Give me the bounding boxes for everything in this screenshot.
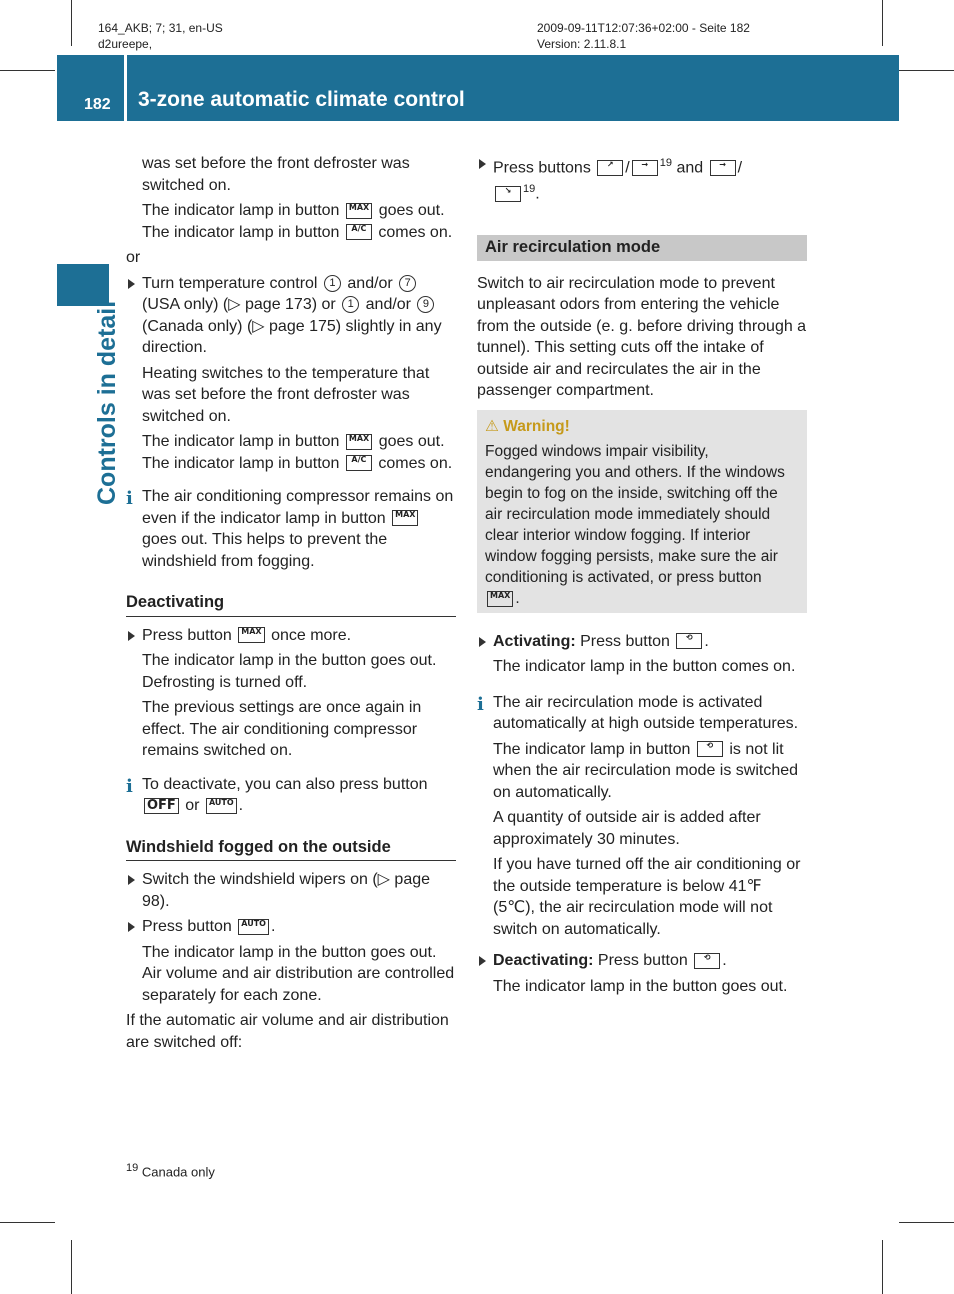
- heading-windshield: Windshield fogged on the outside: [126, 837, 456, 862]
- list-item: [126, 273, 456, 359]
- info-icon: i: [126, 488, 133, 509]
- crop-mark: [0, 1222, 55, 1223]
- footnote-number: 19: [126, 1162, 139, 1174]
- list-item: Press button AUTO .: [126, 916, 456, 938]
- list-item: Activating: Press button ⟲ .: [477, 631, 807, 653]
- side-tab-block: [57, 264, 109, 306]
- crop-mark: [882, 0, 883, 46]
- warning-box: ⚠ Warning! Fogged windows impair visibility, endangering you and others. If the windows begin to fog on the inside, switching off the air recirculation mode immediately should clear interior window fogging. If interior window fogging persists, make sure the air conditioning is activated, or press button MAX .: [477, 410, 807, 613]
- airflow-center-icon: →: [632, 160, 658, 176]
- max-defrost-button-icon: MAX: [392, 510, 418, 526]
- text: and: [676, 159, 704, 177]
- recirculation-button-icon: ⟲: [694, 953, 720, 969]
- control-7-icon: 7: [399, 275, 416, 292]
- meta-right: [537, 20, 750, 52]
- max-defrost-button-icon: MAX: [238, 627, 264, 643]
- paragraph: was set before the front defroster was switched on.: [142, 155, 410, 194]
- list-item: [126, 625, 456, 647]
- recirculation-button-icon: ⟲: [697, 741, 723, 757]
- crop-mark: [899, 1222, 954, 1223]
- control-1-icon: 1: [324, 275, 341, 292]
- text: The indicator lamp in button: [142, 433, 340, 450]
- control-9-icon: 9: [417, 296, 434, 313]
- airflow-footwell-icon: ↘: [495, 186, 521, 202]
- section-title-air-recirculation: Air recirculation mode: [477, 235, 807, 261]
- paragraph: If the automatic air volume and air distribution are switched off:: [126, 1012, 449, 1051]
- warning-text: Fogged windows impair visibility, endangering you and others. If the windows begin to fog on the inside, switching off the air recirculation mode immediately should clear interior window fogging. If interior window fogging persists, make sure the air conditioning is activated, or press button: [485, 442, 785, 586]
- text: Press button: [142, 918, 232, 935]
- text: The air conditioning compressor remains on even if the indicator lamp in button: [142, 488, 454, 527]
- text: goes out. The indicator lamp in button: [142, 202, 445, 241]
- meta-name: d2ureepe,: [98, 37, 153, 51]
- left-column: [126, 153, 456, 1057]
- paragraph: The indicator lamp in the button goes out.: [493, 977, 788, 995]
- paragraph: Heating switches to the temperature that was set before the front defroster was switched on.: [142, 364, 430, 425]
- info-note: i To deactivate, you can also press button OFF or AUTO .: [126, 775, 428, 814]
- heading-deactivating: Deactivating: [126, 592, 456, 617]
- footnote-ref: 19: [659, 157, 672, 169]
- paragraph: The indicator lamp in the button goes out. Defrosting is turned off.: [142, 652, 437, 691]
- or-text: or: [126, 249, 141, 266]
- paragraph: [142, 200, 456, 243]
- text: goes out. The indicator lamp in button: [142, 433, 445, 472]
- paragraph: [142, 431, 456, 474]
- max-defrost-button-icon: MAX: [346, 434, 372, 450]
- text: once more.: [271, 626, 352, 644]
- paragraph: If you have turned off the air conditioning or the outside temperature is below 41℉ (5℃), the air recirculation mode will not switch on automatically.: [493, 856, 801, 938]
- paragraph: A quantity of outside air is added after approximately 30 minutes.: [493, 809, 761, 848]
- info-note: [126, 486, 456, 572]
- text: and/or: [365, 296, 412, 313]
- text: comes on.: [378, 223, 453, 241]
- paragraph: The indicator lamp in the button comes on.: [493, 658, 796, 676]
- crop-mark: [71, 0, 72, 46]
- footnote-text: Canada only: [141, 1164, 215, 1180]
- crop-mark: [0, 70, 55, 71]
- text: Press button: [580, 632, 670, 650]
- info-note: [477, 692, 807, 735]
- footnote: [126, 1158, 215, 1183]
- auto-button-icon: AUTO: [238, 919, 269, 935]
- warning-triangle-icon: ⚠: [485, 417, 499, 435]
- airflow-windshield-icon: ↗: [597, 160, 623, 176]
- text: or: [185, 797, 200, 814]
- text: goes out. This helps to prevent the windshield from fogging.: [142, 531, 388, 570]
- page-number: 182: [84, 96, 111, 113]
- text: comes on.: [378, 454, 453, 472]
- list-item: Deactivating: Press button ⟲ .: [477, 950, 807, 972]
- info-icon: i: [126, 775, 133, 797]
- text: Turn temperature control: [142, 274, 318, 292]
- text: Deactivating:: [493, 952, 594, 970]
- text: Activating:: [493, 632, 576, 650]
- max-defrost-button-icon: MAX: [487, 591, 513, 607]
- text: To deactivate, you can also press button: [142, 775, 428, 793]
- list-item: Switch the windshield wipers on (▷ page 98).: [126, 869, 456, 912]
- text: The air recirculation mode is activated automatically at high outside temperatures.: [493, 693, 799, 733]
- paragraph: [493, 739, 807, 804]
- text: Press buttons: [493, 159, 591, 177]
- text: The indicator lamp in button: [493, 740, 691, 758]
- meta-id: 164_AKB; 7; 31, en-US: [98, 21, 223, 35]
- off-button-icon: OFF: [144, 798, 179, 814]
- info-icon: i: [477, 693, 484, 715]
- max-defrost-button-icon: MAX: [346, 203, 372, 219]
- recirculation-button-icon: ⟲: [676, 633, 702, 649]
- crop-mark: [899, 70, 954, 71]
- airflow-center-icon: →: [710, 160, 736, 176]
- text: Press button: [142, 626, 232, 644]
- ac-button-icon: A/C: [346, 224, 372, 240]
- side-tab-label: Controls in detail: [93, 300, 121, 505]
- control-1-icon: 1: [342, 296, 359, 313]
- list-item: Press buttons ↗ / → $^{19}$ and → / ↘ $^{19}$.: [477, 153, 807, 205]
- footnote-ref: 19: [523, 182, 536, 195]
- paragraph: Switch to air recirculation mode to prevent unpleasant odors from entering the vehicle from the outside (e. g. before driving through a tunnel). This setting cuts off the intake of outside air and recirculates the air in the passenger compartment.: [477, 274, 807, 400]
- auto-button-icon: AUTO: [206, 798, 237, 814]
- text: Press button: [597, 952, 688, 970]
- meta-version: Version: 2.11.8.1: [537, 37, 627, 51]
- ac-button-icon: A/C: [346, 455, 372, 471]
- right-column: [477, 153, 807, 1001]
- header-divider: [124, 55, 127, 121]
- text: and/or: [347, 274, 393, 292]
- text: is not lit when the air recirculation mode is switched on automatically.: [493, 740, 799, 801]
- paragraph: The previous settings are once again in effect. The air conditioning compressor remains switched on.: [142, 699, 422, 759]
- text: (Canada only) (▷ page 175) slightly in any direction.: [142, 317, 442, 356]
- text: The indicator lamp in button: [142, 202, 340, 219]
- paragraph: The indicator lamp in the button goes out. Air volume and air distribution are controlled separately for each zone.: [142, 943, 455, 1004]
- page-title: 3-zone automatic climate control: [138, 88, 465, 111]
- meta-left: [98, 20, 223, 52]
- meta-timestamp: 2009-09-11T12:07:36+02:00 - Seite 182: [537, 21, 750, 35]
- warning-title: [485, 416, 799, 437]
- text: (USA only) (▷ page 173) or: [142, 296, 336, 313]
- text: Warning!: [503, 417, 570, 435]
- crop-mark: [882, 1240, 883, 1294]
- crop-mark: [71, 1240, 72, 1294]
